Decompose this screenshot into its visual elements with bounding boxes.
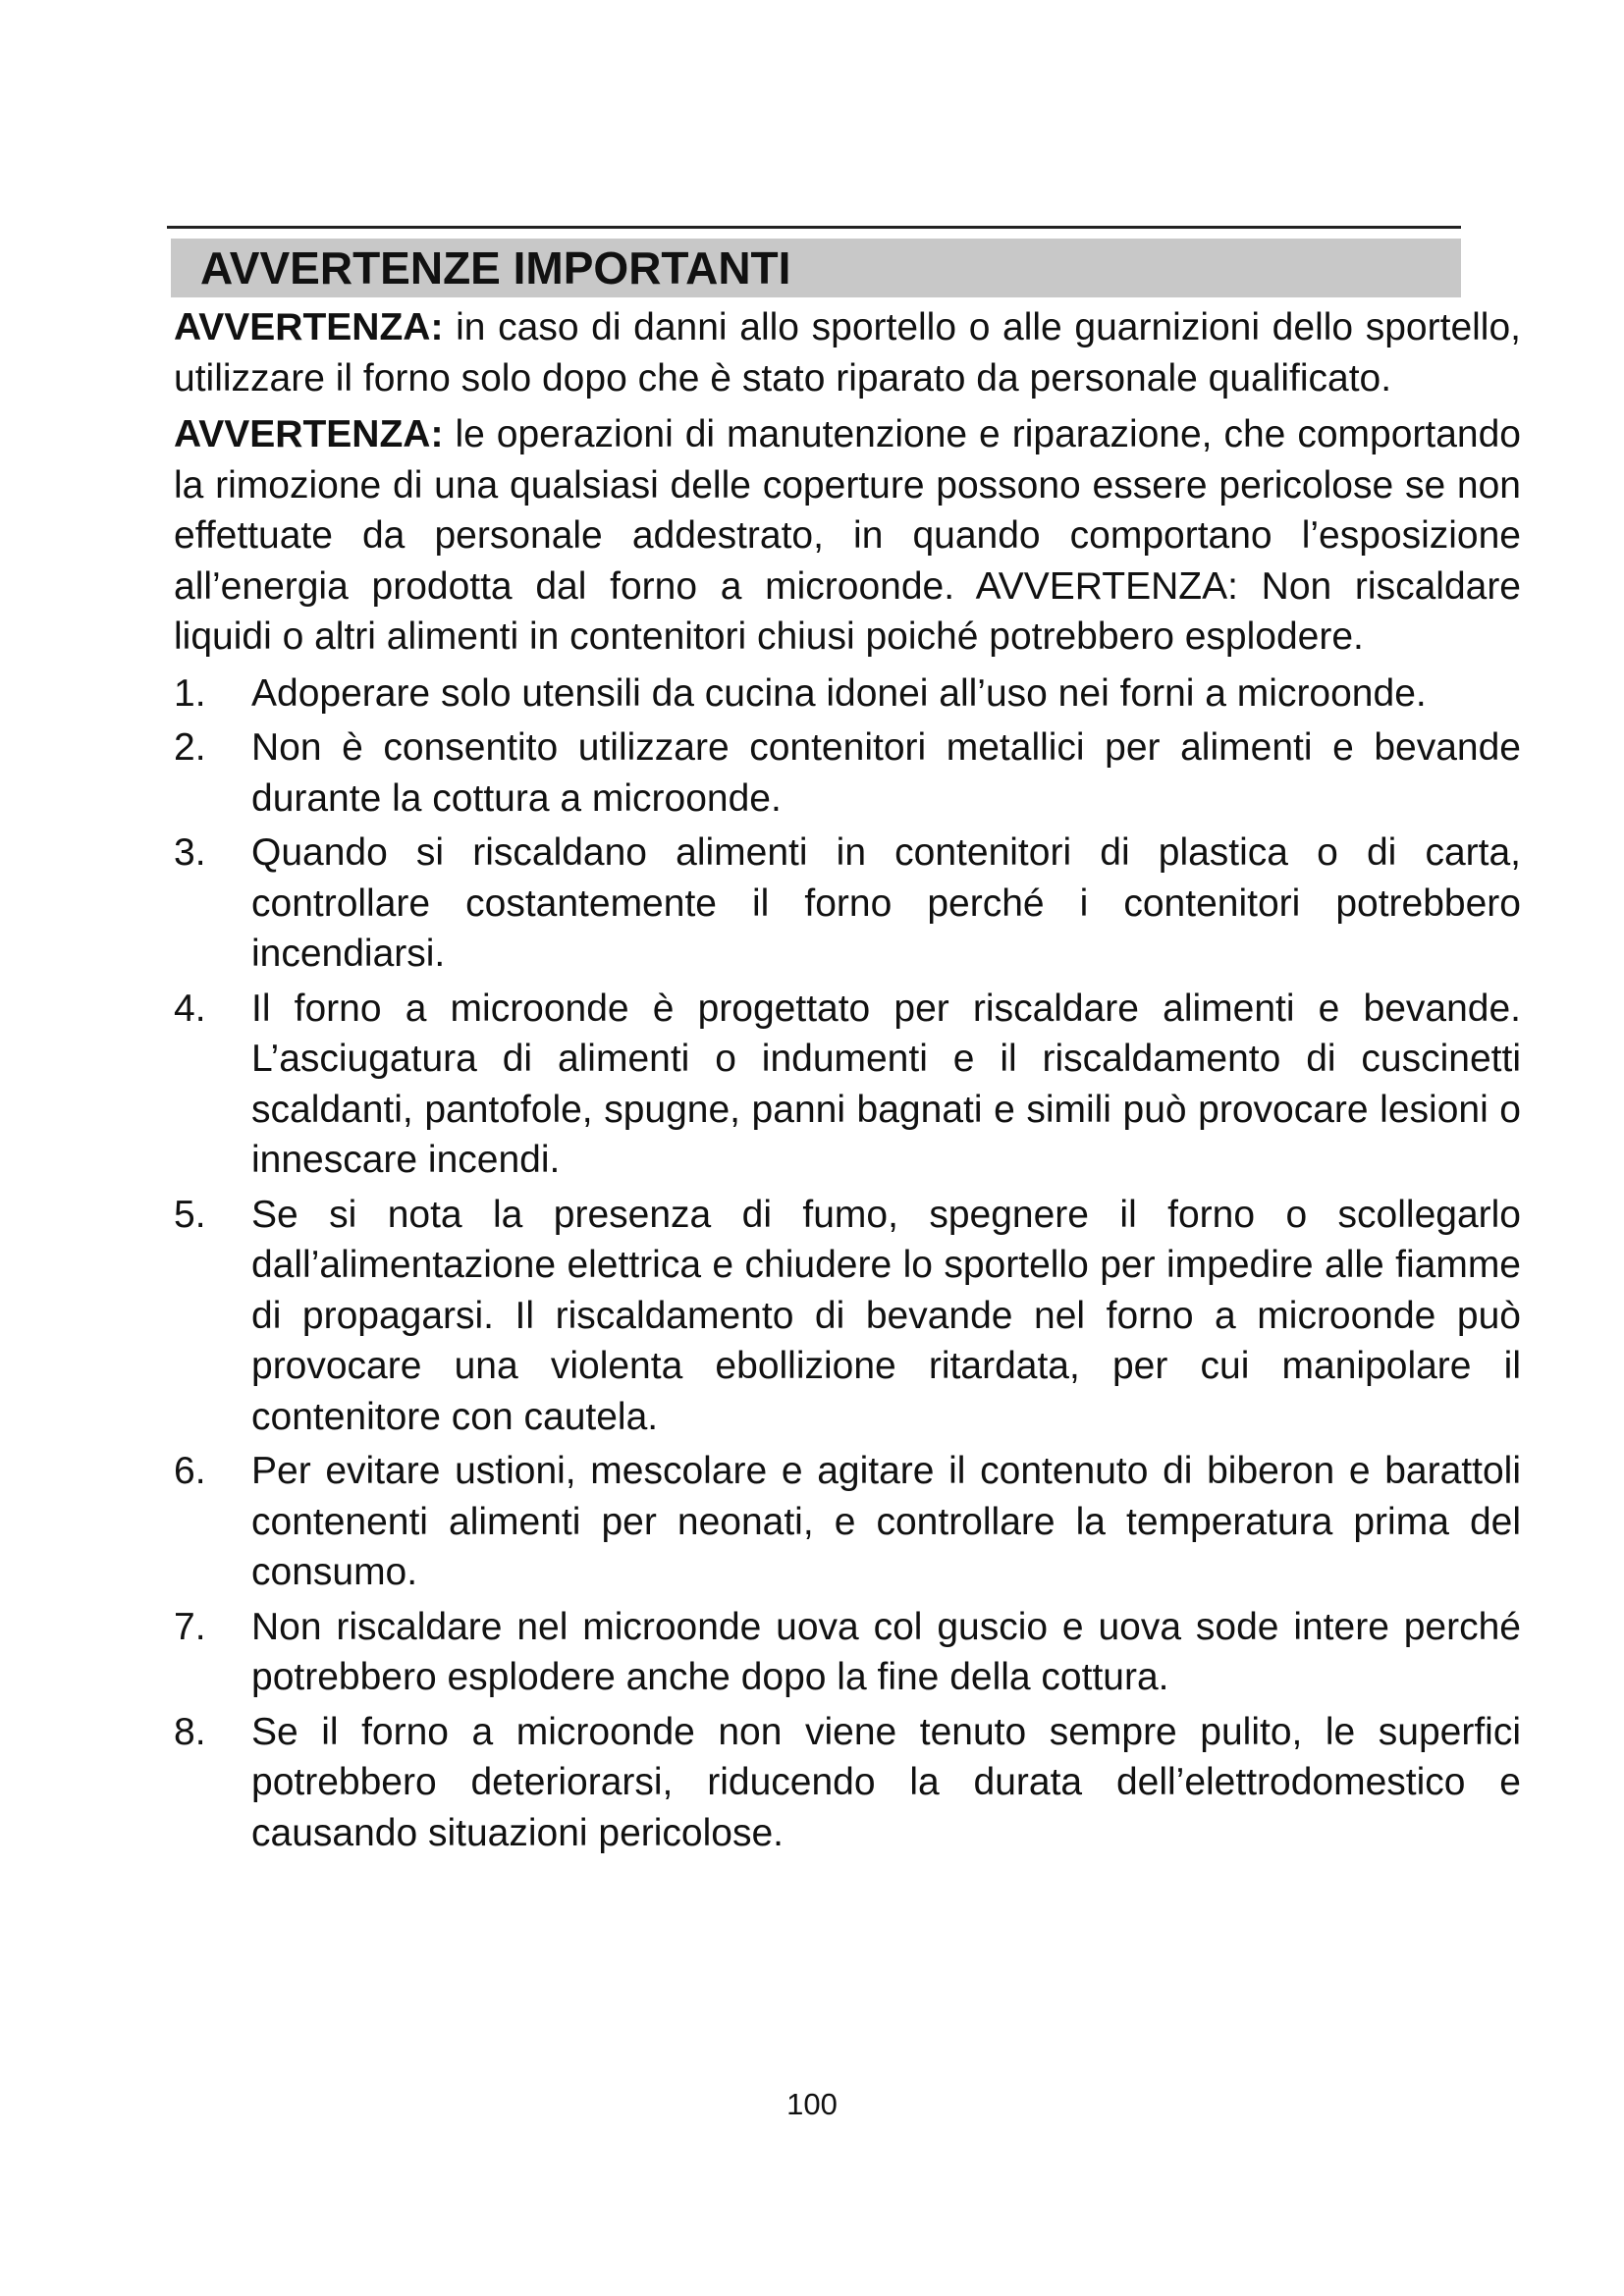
- item-number: 8.: [174, 1710, 206, 1753]
- warning-text: le operazioni di manutenzione e riparazione, che comportando la rimozione di una qualsiasi delle coperture possono essere pericolose se non effettuate da personale addestrato, in quando comportano l’esposizione all’energia prodotta dal forno a microonde. AVVERTENZA: Non riscaldare liquidi o altri alimenti in contenitori chiusi poiché potrebbero esplodere.: [174, 413, 1521, 658]
- warning-label: AVVERTENZA:: [174, 413, 444, 455]
- list-item: [174, 984, 1521, 1186]
- warning-paragraph-1: [174, 302, 1521, 403]
- list-item: [174, 1707, 1521, 1859]
- item-text: Il forno a microonde è progettato per riscaldare alimenti e bevande. L’asciugatura di alimenti o indumenti e il riscaldamento di cuscinetti scaldanti, pantofole, spugne, panni bagnati e simili può provocare lesioni o innescare incendi.: [251, 987, 1521, 1181]
- header-rule: [167, 226, 1461, 229]
- item-text: Se il forno a microonde non viene tenuto sempre pulito, le superfici potrebbero deteriorarsi, riducendo la durata dell’elettrodomestico e causando situazioni pericolose.: [251, 1710, 1521, 1854]
- section-title-bar: [171, 239, 1461, 297]
- safety-instructions-list: [174, 668, 1521, 1859]
- item-number: 4.: [174, 987, 206, 1030]
- document-body: [174, 302, 1521, 1862]
- section-title: AVVERTENZE IMPORTANTI: [200, 242, 791, 294]
- list-item: [174, 1602, 1521, 1703]
- item-number: 1.: [174, 671, 206, 715]
- item-text: Se si nota la presenza di fumo, spegnere il forno o scollegarlo dall’alimentazione elettrica e chiudere lo sportello per impedire alle fiamme di propagarsi. Il riscaldamento di bevande nel forno a microonde può provocare una violenta ebollizione ritardata, per cui manipolare il contenitore con cautela.: [251, 1193, 1521, 1438]
- item-text: Adoperare solo utensili da cucina idonei all’uso nei forni a microonde.: [251, 671, 1427, 715]
- warning-text: in caso di danni allo sportello o alle guarnizioni dello sportello, utilizzare il forno solo dopo che è stato riparato da personale qualificato.: [174, 306, 1521, 400]
- item-number: 7.: [174, 1605, 206, 1648]
- item-text: Non è consentito utilizzare contenitori metallici per alimenti e bevande durante la cottura a microonde.: [251, 726, 1521, 820]
- item-number: 6.: [174, 1450, 206, 1492]
- warning-paragraph-2: [174, 409, 1521, 663]
- list-item: [174, 828, 1521, 980]
- item-text: Per evitare ustioni, mescolare e agitare il contenuto di biberon e barattoli contenenti alimenti per neonati, e controllare la temperatura prima del consumo.: [251, 1450, 1521, 1593]
- warning-label: AVVERTENZA:: [174, 306, 444, 348]
- item-number: 3.: [174, 831, 206, 874]
- item-text: Non riscaldare nel microonde uova col guscio e uova sode intere perché potrebbero esplodere anche dopo la fine della cottura.: [251, 1605, 1521, 1698]
- page-number: 100: [786, 2087, 838, 2121]
- item-number: 5.: [174, 1193, 206, 1236]
- list-item: [174, 1446, 1521, 1598]
- item-text: Quando si riscaldano alimenti in contenitori di plastica o di carta, controllare costantemente il forno perché i contenitori potrebbero incendiarsi.: [251, 831, 1521, 975]
- list-item: [174, 722, 1521, 824]
- item-number: 2.: [174, 726, 206, 769]
- list-item: [174, 668, 1521, 720]
- list-item: [174, 1190, 1521, 1443]
